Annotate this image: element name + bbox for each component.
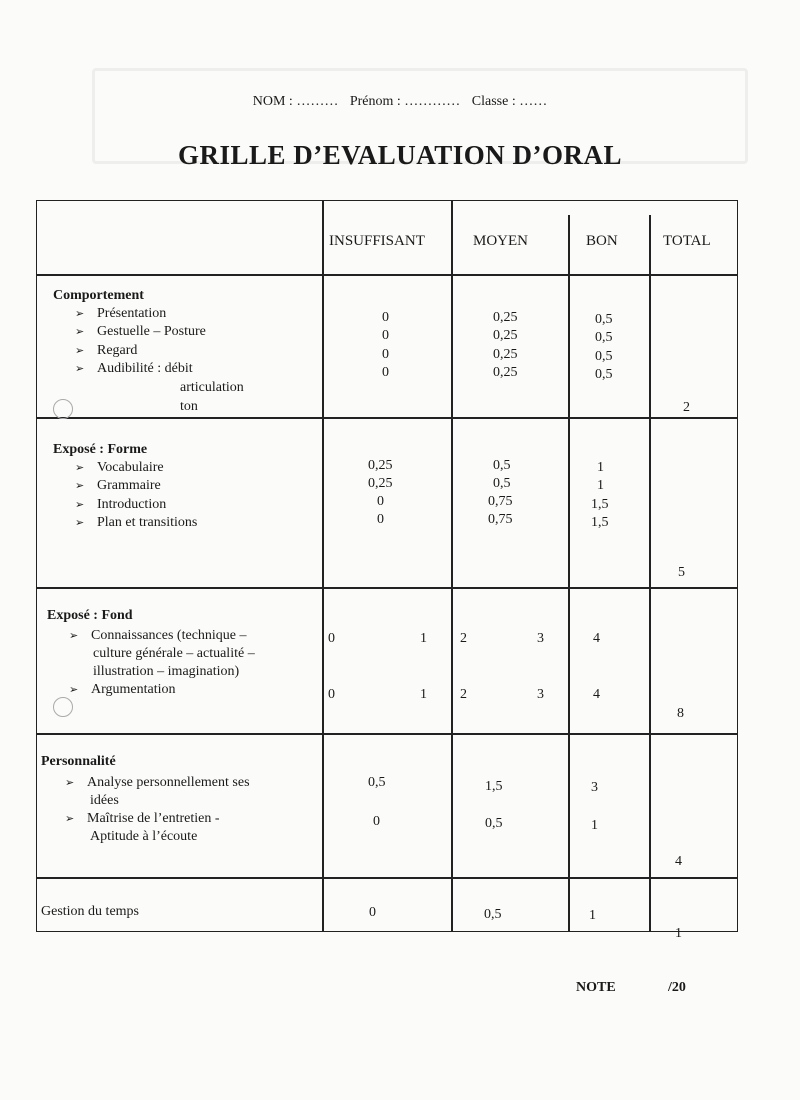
list-item: ➢ Maîtrise de l’entretien - bbox=[65, 811, 220, 826]
score-cell: 1 bbox=[597, 460, 604, 475]
row-divider-5 bbox=[37, 877, 737, 879]
score-cell: 0,5 bbox=[493, 476, 511, 491]
arrow-bullet-icon: ➢ bbox=[75, 480, 85, 492]
score-cell: 1 bbox=[589, 908, 596, 923]
list-item: ➢ Plan et transitions bbox=[75, 515, 198, 530]
arrow-bullet-icon: ➢ bbox=[75, 308, 85, 320]
score-cell: 0,5 bbox=[595, 367, 613, 382]
section-title-forme: Exposé : Forme bbox=[53, 442, 148, 457]
arrow-bullet-icon: ➢ bbox=[69, 630, 79, 642]
score-cell: 0,25 bbox=[493, 365, 518, 380]
list-item: ➢ Argumentation bbox=[69, 682, 176, 697]
score-cell: 0,25 bbox=[493, 347, 518, 362]
list-item: ➢ Introduction bbox=[75, 497, 167, 512]
arrow-bullet-icon: ➢ bbox=[75, 326, 85, 338]
list-item-sub: illustration – imagination) bbox=[93, 664, 240, 679]
score-cell: 0,75 bbox=[488, 494, 513, 509]
list-item: ➢ Regard bbox=[75, 343, 138, 358]
score-cell: 0,75 bbox=[488, 512, 513, 527]
total-cell: 4 bbox=[675, 854, 682, 869]
scale-value: 2 bbox=[460, 687, 467, 702]
col-divider-4 bbox=[649, 215, 651, 931]
scale-value: 1 bbox=[420, 687, 427, 702]
score-cell: 1,5 bbox=[591, 515, 609, 530]
row-divider-3 bbox=[37, 587, 737, 589]
list-item: ➢ Présentation bbox=[75, 306, 167, 321]
scale-value: 2 bbox=[460, 631, 467, 646]
evaluation-grid bbox=[36, 200, 738, 941]
note-label: NOTE bbox=[576, 980, 616, 995]
arrow-bullet-icon: ➢ bbox=[75, 517, 85, 529]
arrow-bullet-icon: ➢ bbox=[75, 499, 85, 511]
punch-hole-icon bbox=[53, 697, 73, 717]
total-cell: 5 bbox=[678, 565, 685, 580]
score-cell: 0,25 bbox=[368, 476, 393, 491]
section-title-comportement: Comportement bbox=[53, 288, 144, 303]
list-item-sub: Aptitude à l’écoute bbox=[90, 829, 198, 844]
list-item-sub: articulation bbox=[180, 380, 244, 395]
score-cell: 0,5 bbox=[484, 907, 502, 922]
row-divider-2 bbox=[37, 417, 737, 419]
total-cell: 2 bbox=[683, 400, 690, 415]
row-label-gestion-du-temps: Gestion du temps bbox=[41, 904, 139, 919]
scale-value: 1 bbox=[420, 631, 427, 646]
arrow-bullet-icon: ➢ bbox=[75, 363, 85, 375]
score-cell: 0 bbox=[369, 905, 376, 920]
list-item-sub: culture générale – actualité – bbox=[93, 646, 255, 661]
col-divider-1 bbox=[322, 201, 324, 931]
score-cell: 0,5 bbox=[368, 775, 386, 790]
list-item: ➢ Audibilité : débit bbox=[75, 361, 193, 376]
total-cell: 8 bbox=[677, 706, 684, 721]
scale-value: 0 bbox=[328, 631, 335, 646]
score-cell: 0 bbox=[382, 310, 389, 325]
score-cell: 1,5 bbox=[591, 497, 609, 512]
score-cell: 0 bbox=[377, 494, 384, 509]
list-item: ➢ Analyse personnellement ses bbox=[65, 775, 250, 790]
score-cell: 0 bbox=[373, 814, 380, 829]
section-title-fond: Exposé : Fond bbox=[47, 608, 133, 623]
score-cell: 0 bbox=[377, 512, 384, 527]
punch-hole-icon bbox=[53, 399, 73, 419]
arrow-bullet-icon: ➢ bbox=[65, 813, 75, 825]
arrow-bullet-icon: ➢ bbox=[65, 777, 75, 789]
scale-value: 4 bbox=[593, 687, 600, 702]
arrow-bullet-icon: ➢ bbox=[75, 345, 85, 357]
list-item: ➢ Grammaire bbox=[75, 478, 161, 493]
student-info-line bbox=[0, 94, 800, 110]
total-cell: 1 bbox=[675, 926, 682, 941]
arrow-bullet-icon: ➢ bbox=[75, 462, 85, 474]
nom-field[interactable]: NOM : ……… bbox=[252, 94, 339, 109]
col-header-bon: BON bbox=[586, 233, 618, 249]
row-divider-1 bbox=[37, 274, 737, 276]
classe-field[interactable]: Classe : …… bbox=[471, 94, 548, 109]
score-cell: 0 bbox=[382, 347, 389, 362]
list-item-sub: idées bbox=[90, 793, 119, 808]
col-header-moyen: MOYEN bbox=[473, 233, 528, 249]
score-cell: 0 bbox=[382, 328, 389, 343]
scale-value: 3 bbox=[537, 631, 544, 646]
list-item: ➢ Vocabulaire bbox=[75, 460, 164, 475]
score-cell: 0,5 bbox=[595, 330, 613, 345]
score-cell: 0,25 bbox=[493, 310, 518, 325]
section-title-personnalite: Personnalité bbox=[41, 754, 116, 769]
score-cell: 3 bbox=[591, 780, 598, 795]
list-item: ➢ Connaissances (technique – bbox=[69, 628, 247, 643]
score-cell: 0,5 bbox=[493, 458, 511, 473]
col-divider-2 bbox=[451, 201, 453, 931]
score-cell: 1 bbox=[591, 818, 598, 833]
score-cell: 1 bbox=[597, 478, 604, 493]
col-header-insuffisant: INSUFFISANT bbox=[329, 233, 425, 249]
scale-value: 3 bbox=[537, 687, 544, 702]
note-scale: /20 bbox=[668, 980, 686, 995]
scale-value: 4 bbox=[593, 631, 600, 646]
score-cell: 1,5 bbox=[485, 779, 503, 794]
prenom-field[interactable]: Prénom : ………… bbox=[349, 94, 461, 109]
col-header-total: TOTAL bbox=[663, 233, 711, 249]
score-cell: 0,25 bbox=[368, 458, 393, 473]
score-cell: 0,5 bbox=[595, 312, 613, 327]
row-divider-4 bbox=[37, 733, 737, 735]
score-cell: 0 bbox=[382, 365, 389, 380]
score-cell: 0,25 bbox=[493, 328, 518, 343]
list-item-sub: ton bbox=[180, 399, 198, 414]
arrow-bullet-icon: ➢ bbox=[69, 684, 79, 696]
score-cell: 0,5 bbox=[595, 349, 613, 364]
list-item: ➢ Gestuelle – Posture bbox=[75, 324, 206, 339]
scale-value: 0 bbox=[328, 687, 335, 702]
score-cell: 0,5 bbox=[485, 816, 503, 831]
document-title: GRILLE D’EVALUATION D’ORAL bbox=[177, 140, 623, 170]
col-divider-3 bbox=[568, 215, 570, 931]
